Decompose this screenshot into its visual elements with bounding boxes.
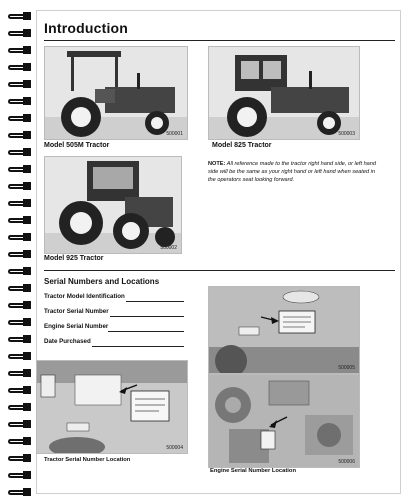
title-rule (44, 40, 395, 41)
photo-number: 500002 (160, 245, 177, 251)
binding-ring (6, 284, 32, 292)
binding-ring (6, 12, 32, 20)
binding-ring (6, 250, 32, 258)
photo-number: 500003 (338, 131, 355, 137)
photo-number: 500005 (338, 365, 355, 371)
binding-ring (6, 352, 32, 360)
photo-number: 500001 (166, 131, 183, 137)
field-date-purchased-line (92, 346, 184, 347)
binding-ring (6, 46, 32, 54)
binding-ring (6, 29, 32, 37)
binding-ring (6, 301, 32, 309)
caption-925: Model 925 Tractor (44, 255, 104, 262)
caption-engine-serial-location: Engine Serial Number Location (210, 468, 297, 474)
engine-serial-location-photo (208, 374, 360, 468)
field-tractor-serial: Tractor Serial Number (44, 308, 109, 315)
binding-ring (6, 216, 32, 224)
section-rule (44, 270, 395, 271)
binding-ring (6, 233, 32, 241)
note-body: All reference made to the tractor right hand side, or left hand side will be the same as your right hand or left hand when seated in the operators seat looking forward. (208, 161, 377, 184)
note-text (208, 160, 384, 184)
field-engine-serial: Engine Serial Number (44, 323, 109, 330)
caption-825: Model 825 Tractor (212, 142, 272, 149)
binding-ring (6, 369, 32, 377)
binding-ring (6, 335, 32, 343)
tractor-serial-location-photo (36, 360, 188, 454)
binding-ring (6, 267, 32, 275)
binding-ring (6, 403, 32, 411)
binding-ring (6, 80, 32, 88)
caption-505m: Model 505M Tractor (44, 142, 110, 149)
field-model-identification: Tractor Model Identification (44, 293, 125, 300)
field-date-purchased: Date Purchased (44, 338, 91, 345)
binding-ring (6, 148, 32, 156)
field-model-identification-line (126, 301, 184, 302)
binding-ring (6, 199, 32, 207)
serial-plate-photo (208, 286, 360, 374)
binding-ring (6, 114, 32, 122)
binding-ring (6, 165, 32, 173)
binding-ring (6, 318, 32, 326)
note-label: NOTE: (208, 161, 226, 167)
serial-section-title: Serial Numbers and Locations (44, 277, 160, 286)
tractor-825-photo (208, 46, 360, 140)
field-tractor-serial-line (110, 316, 184, 317)
binding-ring (6, 63, 32, 71)
binding-ring (6, 420, 32, 428)
tractor-505m-photo (44, 46, 188, 140)
binding-ring (6, 488, 32, 496)
spiral-binding (0, 0, 34, 500)
binding-ring (6, 386, 32, 394)
binding-ring (6, 182, 32, 190)
binding-ring (6, 471, 32, 479)
photo-number: 500006 (338, 459, 355, 465)
field-engine-serial-line (108, 331, 184, 332)
binding-ring (6, 97, 32, 105)
binding-ring (6, 437, 32, 445)
photo-number: 500004 (166, 445, 183, 451)
binding-ring (6, 454, 32, 462)
page-title: Introduction (44, 20, 129, 36)
binding-ring (6, 131, 32, 139)
caption-tractor-serial-location: Tractor Serial Number Location (44, 457, 131, 463)
tractor-925-photo (44, 156, 182, 254)
